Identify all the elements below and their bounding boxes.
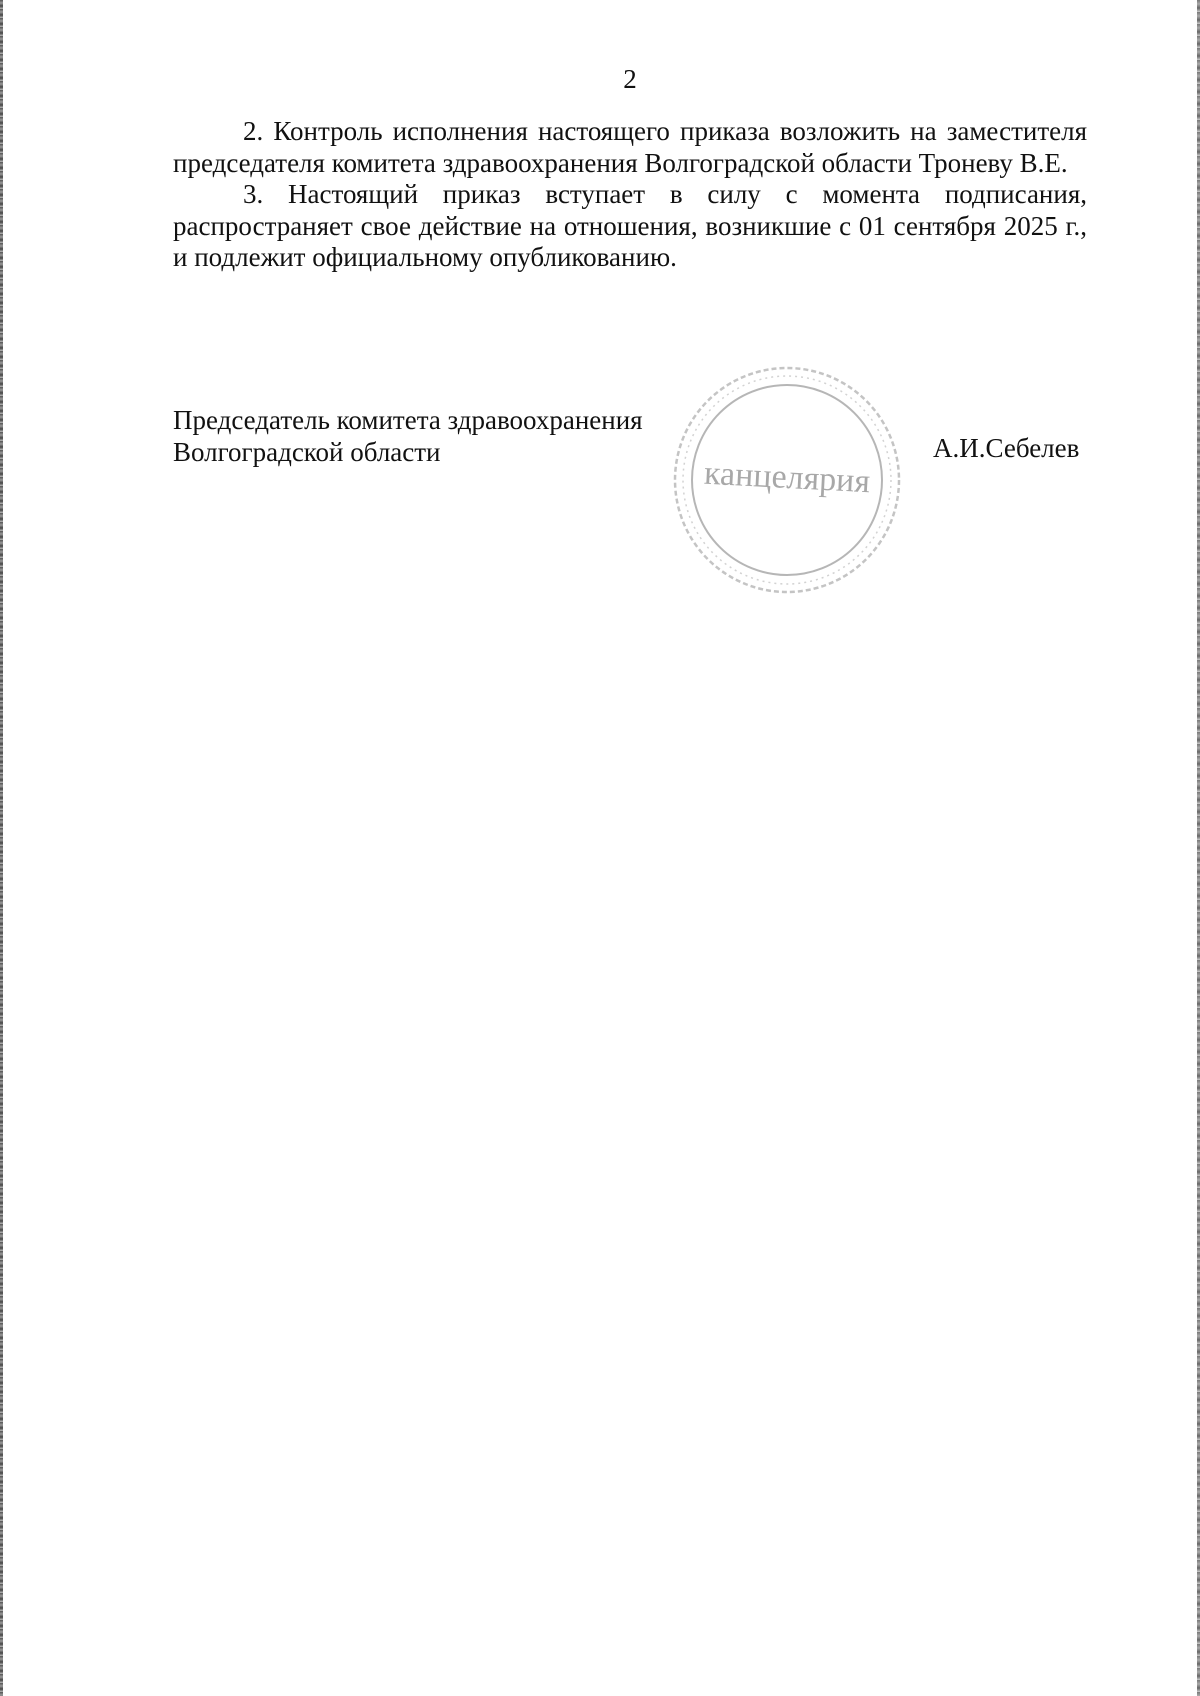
signer-position-line1: Председатель комитета здравоохранения [173, 405, 643, 435]
page-number: 2 [623, 64, 637, 94]
paragraph-2: 2. Контроль исполнения настоящего приказа возложить на заместителя председателя комитета здравоохранения Волгоградской области Троневу В.Е. [173, 116, 1087, 178]
scan-edge-left [0, 0, 3, 1696]
signature-block [0, 360, 1200, 620]
signer-position-line2: Волгоградской области [173, 437, 441, 467]
stamp-text: канцелярия [703, 454, 871, 501]
office-stamp [667, 360, 907, 600]
signer-name: А.И.Себелев [933, 433, 1080, 463]
document-body [173, 116, 1087, 274]
signer-position [173, 404, 643, 468]
paragraph-3: 3. Настоящий приказ вступает в силу с момента подписания, распространяет свое действие на отношения, возникшие с 01 сентября 2025 г., и подлежит официальному опубликованию. [173, 179, 1087, 272]
